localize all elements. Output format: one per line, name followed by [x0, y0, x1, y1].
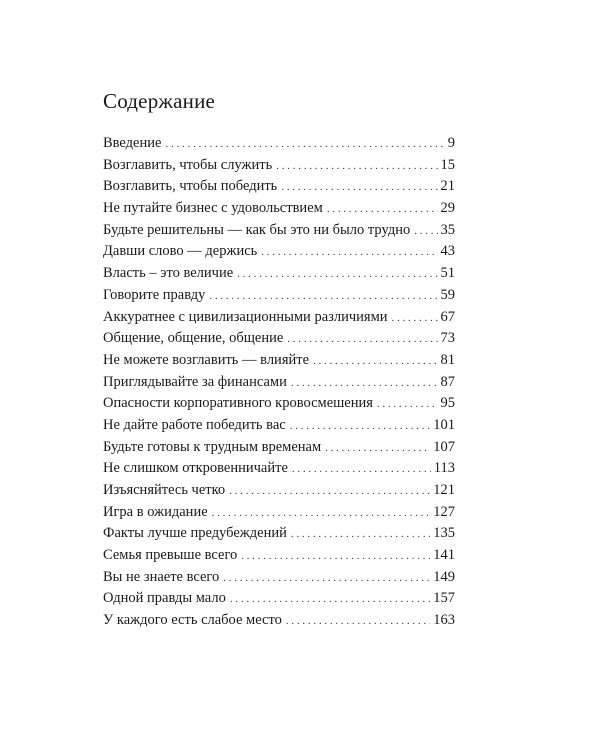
toc-dot-leader: [281, 177, 437, 199]
toc-dot-leader: [229, 481, 430, 503]
toc-entry-title: Власть – это величие: [103, 265, 234, 282]
toc-page-number: 73: [440, 330, 455, 347]
toc-entry: [103, 328, 455, 350]
toc-entry-title: Говорите правду: [103, 286, 206, 303]
toc-entry-title: Не путайте бизнес с удовольствием: [103, 200, 323, 217]
toc-dot-leader: [290, 416, 431, 438]
toc-dot-leader: [291, 373, 438, 395]
toc-entry-title: Не можете возглавить — влияйте: [103, 351, 310, 368]
toc-dot-leader: [286, 611, 430, 633]
toc-entry: [103, 480, 455, 502]
toc-page-number: 163: [433, 612, 455, 629]
toc-entry-title: Вы не знаете всего: [103, 568, 220, 585]
toc-page-number: 107: [433, 438, 455, 455]
toc-dot-leader: [237, 264, 437, 286]
toc-entry: [103, 155, 455, 177]
toc-page-number: 87: [440, 373, 455, 390]
toc-entry: [103, 350, 455, 372]
toc-entry: [103, 198, 455, 220]
toc-entry-title: Факты лучше предубеждений: [103, 525, 287, 542]
toc-page-number: 149: [433, 568, 455, 585]
toc-entry-title: Будьте решительны — как бы это ни было трудно: [103, 221, 411, 238]
toc-list: [103, 133, 455, 632]
toc-entry-title: Не слишком откровенничайте: [103, 460, 288, 477]
toc-dot-leader: [209, 286, 437, 308]
toc-page-number: 101: [433, 416, 455, 433]
toc-entry-title: Одной правды мало: [103, 590, 226, 607]
toc-entry: [103, 610, 455, 632]
toc-page-number: 113: [433, 460, 455, 477]
toc-page-number: 135: [433, 525, 455, 542]
toc-entry: [103, 307, 455, 329]
toc-dot-leader: [327, 199, 438, 221]
toc-entry-title: Возглавить, чтобы служить: [103, 156, 273, 173]
toc-entry: [103, 545, 455, 567]
toc-page-number: 35: [440, 221, 455, 238]
toc-entry-title: Давши слово — держись: [103, 243, 258, 260]
toc-dot-leader: [165, 134, 444, 156]
toc-dot-leader: [291, 524, 430, 546]
toc-entry: [103, 241, 455, 263]
toc-dot-leader: [313, 351, 437, 373]
toc-dot-leader: [212, 503, 431, 525]
toc-dot-leader: [230, 589, 430, 611]
toc-page-number: 141: [433, 547, 455, 564]
toc-entry: [103, 285, 455, 307]
toc-entry-title: Будьте готовы к трудным временам: [103, 438, 322, 455]
toc-entry-title: Опасности корпоративного кровосмешения: [103, 395, 373, 412]
toc-entry: [103, 220, 455, 242]
toc-dot-leader: [392, 308, 438, 330]
toc-page-number: 29: [440, 200, 455, 217]
toc-dot-leader: [377, 394, 438, 416]
toc-page-number: 67: [440, 308, 455, 325]
toc-page-number: 51: [440, 265, 455, 282]
toc-entry-title: Аккуратнее с цивилизационными различиями: [103, 308, 388, 325]
toc-entry-title: Введение: [103, 135, 162, 151]
toc-entry: [103, 588, 455, 610]
toc-dot-leader: [325, 438, 430, 460]
toc-dot-leader: [292, 459, 431, 481]
toc-entry-title: Приглядывайте за финансами: [103, 373, 287, 390]
toc-entry: [103, 133, 455, 155]
toc-entry: [103, 263, 455, 285]
toc-entry: [103, 523, 455, 545]
toc-entry-title: Игра в ожидание: [103, 503, 208, 520]
toc-page-number: 59: [440, 286, 455, 303]
toc-entry-title: Общение, общение, общение: [103, 330, 284, 347]
toc-page-number: 157: [433, 590, 455, 607]
toc-page-number: 15: [440, 156, 455, 173]
toc-dot-leader: [223, 568, 430, 590]
page-title: Содержание: [103, 89, 216, 113]
toc-entry: [103, 437, 455, 459]
toc-page-number: 21: [440, 178, 455, 195]
toc-entry-title: Семья превыше всего: [103, 547, 238, 564]
toc-page-number: 127: [433, 503, 455, 520]
toc-entry: [103, 567, 455, 589]
toc-entry: [103, 393, 455, 415]
toc-dot-leader: [414, 221, 437, 243]
toc-entry: [103, 176, 455, 198]
toc-dot-leader: [241, 546, 430, 568]
toc-entry: [103, 415, 455, 437]
toc-entry-title: Не дайте работе победить вас: [103, 416, 286, 433]
toc-page-number: 121: [433, 482, 455, 498]
toc-page-number: 95: [440, 395, 455, 412]
toc-entry-title: Возглавить, чтобы победить: [103, 178, 278, 195]
toc-page-number: 81: [440, 351, 455, 368]
toc-entry: [103, 372, 455, 394]
toc-page-number: 43: [440, 243, 455, 260]
toc-entry: [103, 458, 455, 480]
toc-dot-leader: [261, 242, 437, 264]
toc-dot-leader: [276, 156, 437, 178]
toc-dot-leader: [287, 329, 437, 351]
toc-entry-title: Изъясняйтесь четко: [103, 482, 226, 498]
toc-page-number: 9: [447, 135, 455, 151]
toc-entry-title: У каждого есть слабое место: [103, 612, 282, 629]
toc-entry: [103, 502, 455, 524]
